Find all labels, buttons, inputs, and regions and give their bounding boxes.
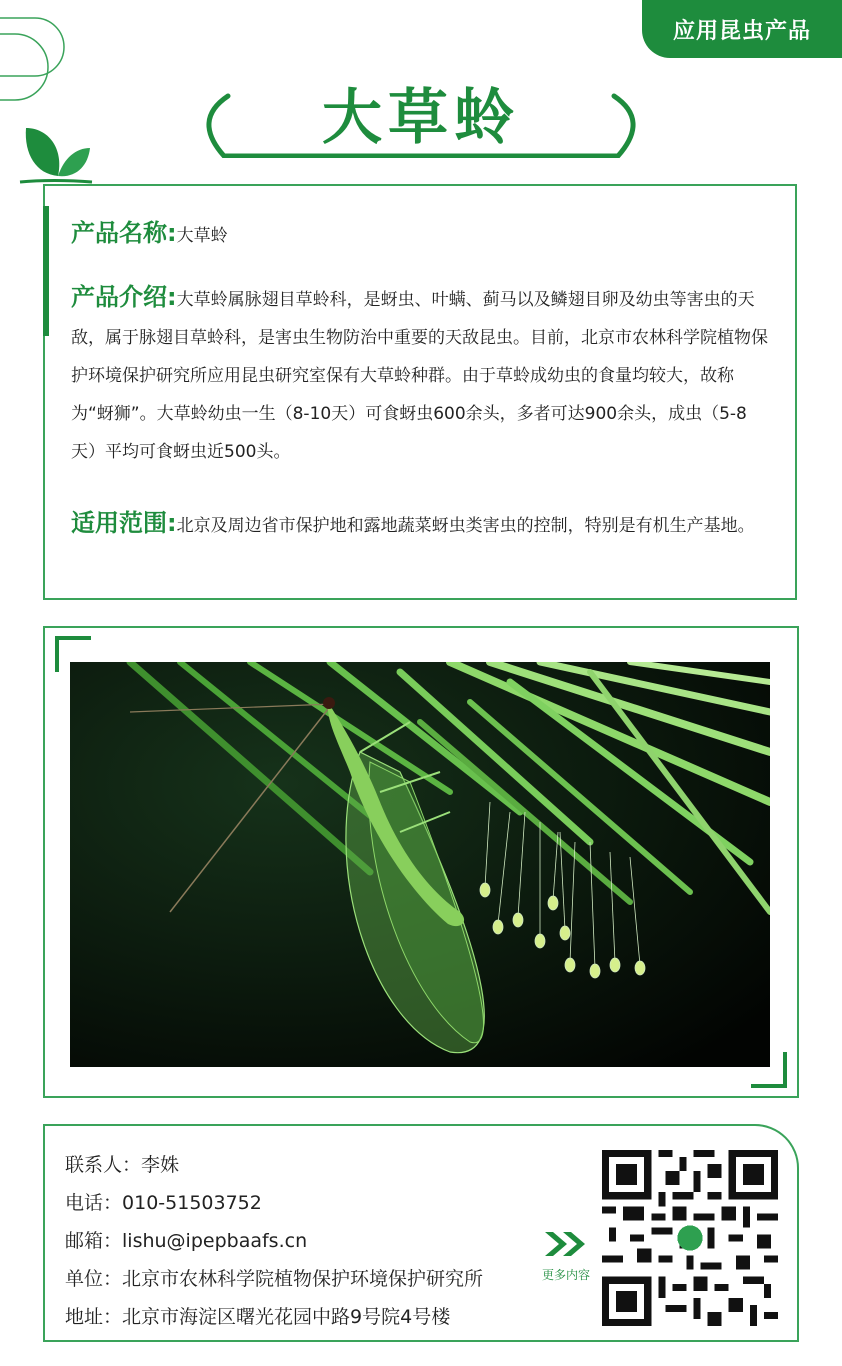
more-content-button[interactable]: [533, 1230, 599, 1283]
contact-person: 联系人：李姝: [65, 1154, 180, 1176]
product-intro-text: 大草蛉属脉翅目草蛉科，是蚜虫、叶螨、蓟马以及鳞翅目卵及幼虫等害虫的天敌，属于脉翅目草蛉科，是害虫生物防治中重要的天敌昆虫。目前，北京市农林科学院植物保护环境保护研究所应用昆虫研究室保有大草蛉种群。由于草蛉成幼虫的食量均较大，故称为“蚜狮”。大草蛉幼虫一生（8-10天）可食蚜虫600余头，多者可达900余头，成虫（5-8 天）平均可食蚜虫近500头。: [71, 290, 768, 462]
contact-unit: 单位：北京市农林科学院植物保护环境保护研究所: [65, 1268, 484, 1290]
product-intro: [71, 278, 771, 471]
contact-address: 地址：北京市海淀区曙光花园中路9号院4号楼: [65, 1306, 451, 1328]
lacewing-photo: [70, 662, 770, 1067]
product-scope: [71, 504, 771, 545]
product-scope-label: 适用范围:: [71, 509, 177, 537]
product-name-label: 产品名称:: [71, 219, 177, 247]
accent-bar: [43, 206, 49, 336]
product-name-value: 大草蛉: [176, 226, 228, 246]
product-scope-text: 北京及周边省市保护地和露地蔬菜蚜虫类害虫的控制，特别是有机生产基地。: [176, 516, 755, 536]
double-chevron-icon: [541, 1230, 591, 1258]
more-content-label: 更多内容: [541, 1268, 590, 1282]
product-name: [71, 214, 771, 255]
decorative-rings: [0, 0, 80, 110]
category-tag: 应用昆虫产品: [642, 0, 842, 58]
leaf-icon: [18, 118, 94, 188]
lacewing-illustration: [70, 662, 770, 1067]
product-intro-label: 产品介绍:: [71, 283, 177, 311]
contact-phone: 电话：010-51503752: [65, 1192, 262, 1214]
title-block: [188, 62, 654, 158]
contact-card: [43, 1124, 799, 1342]
page-title: 大草蛉: [322, 83, 520, 153]
info-card: [43, 184, 797, 600]
qr-code[interactable]: [602, 1150, 778, 1326]
image-card: [43, 626, 799, 1098]
contact-email: 邮箱：lishu@ipepbaafs.cn: [65, 1230, 308, 1252]
